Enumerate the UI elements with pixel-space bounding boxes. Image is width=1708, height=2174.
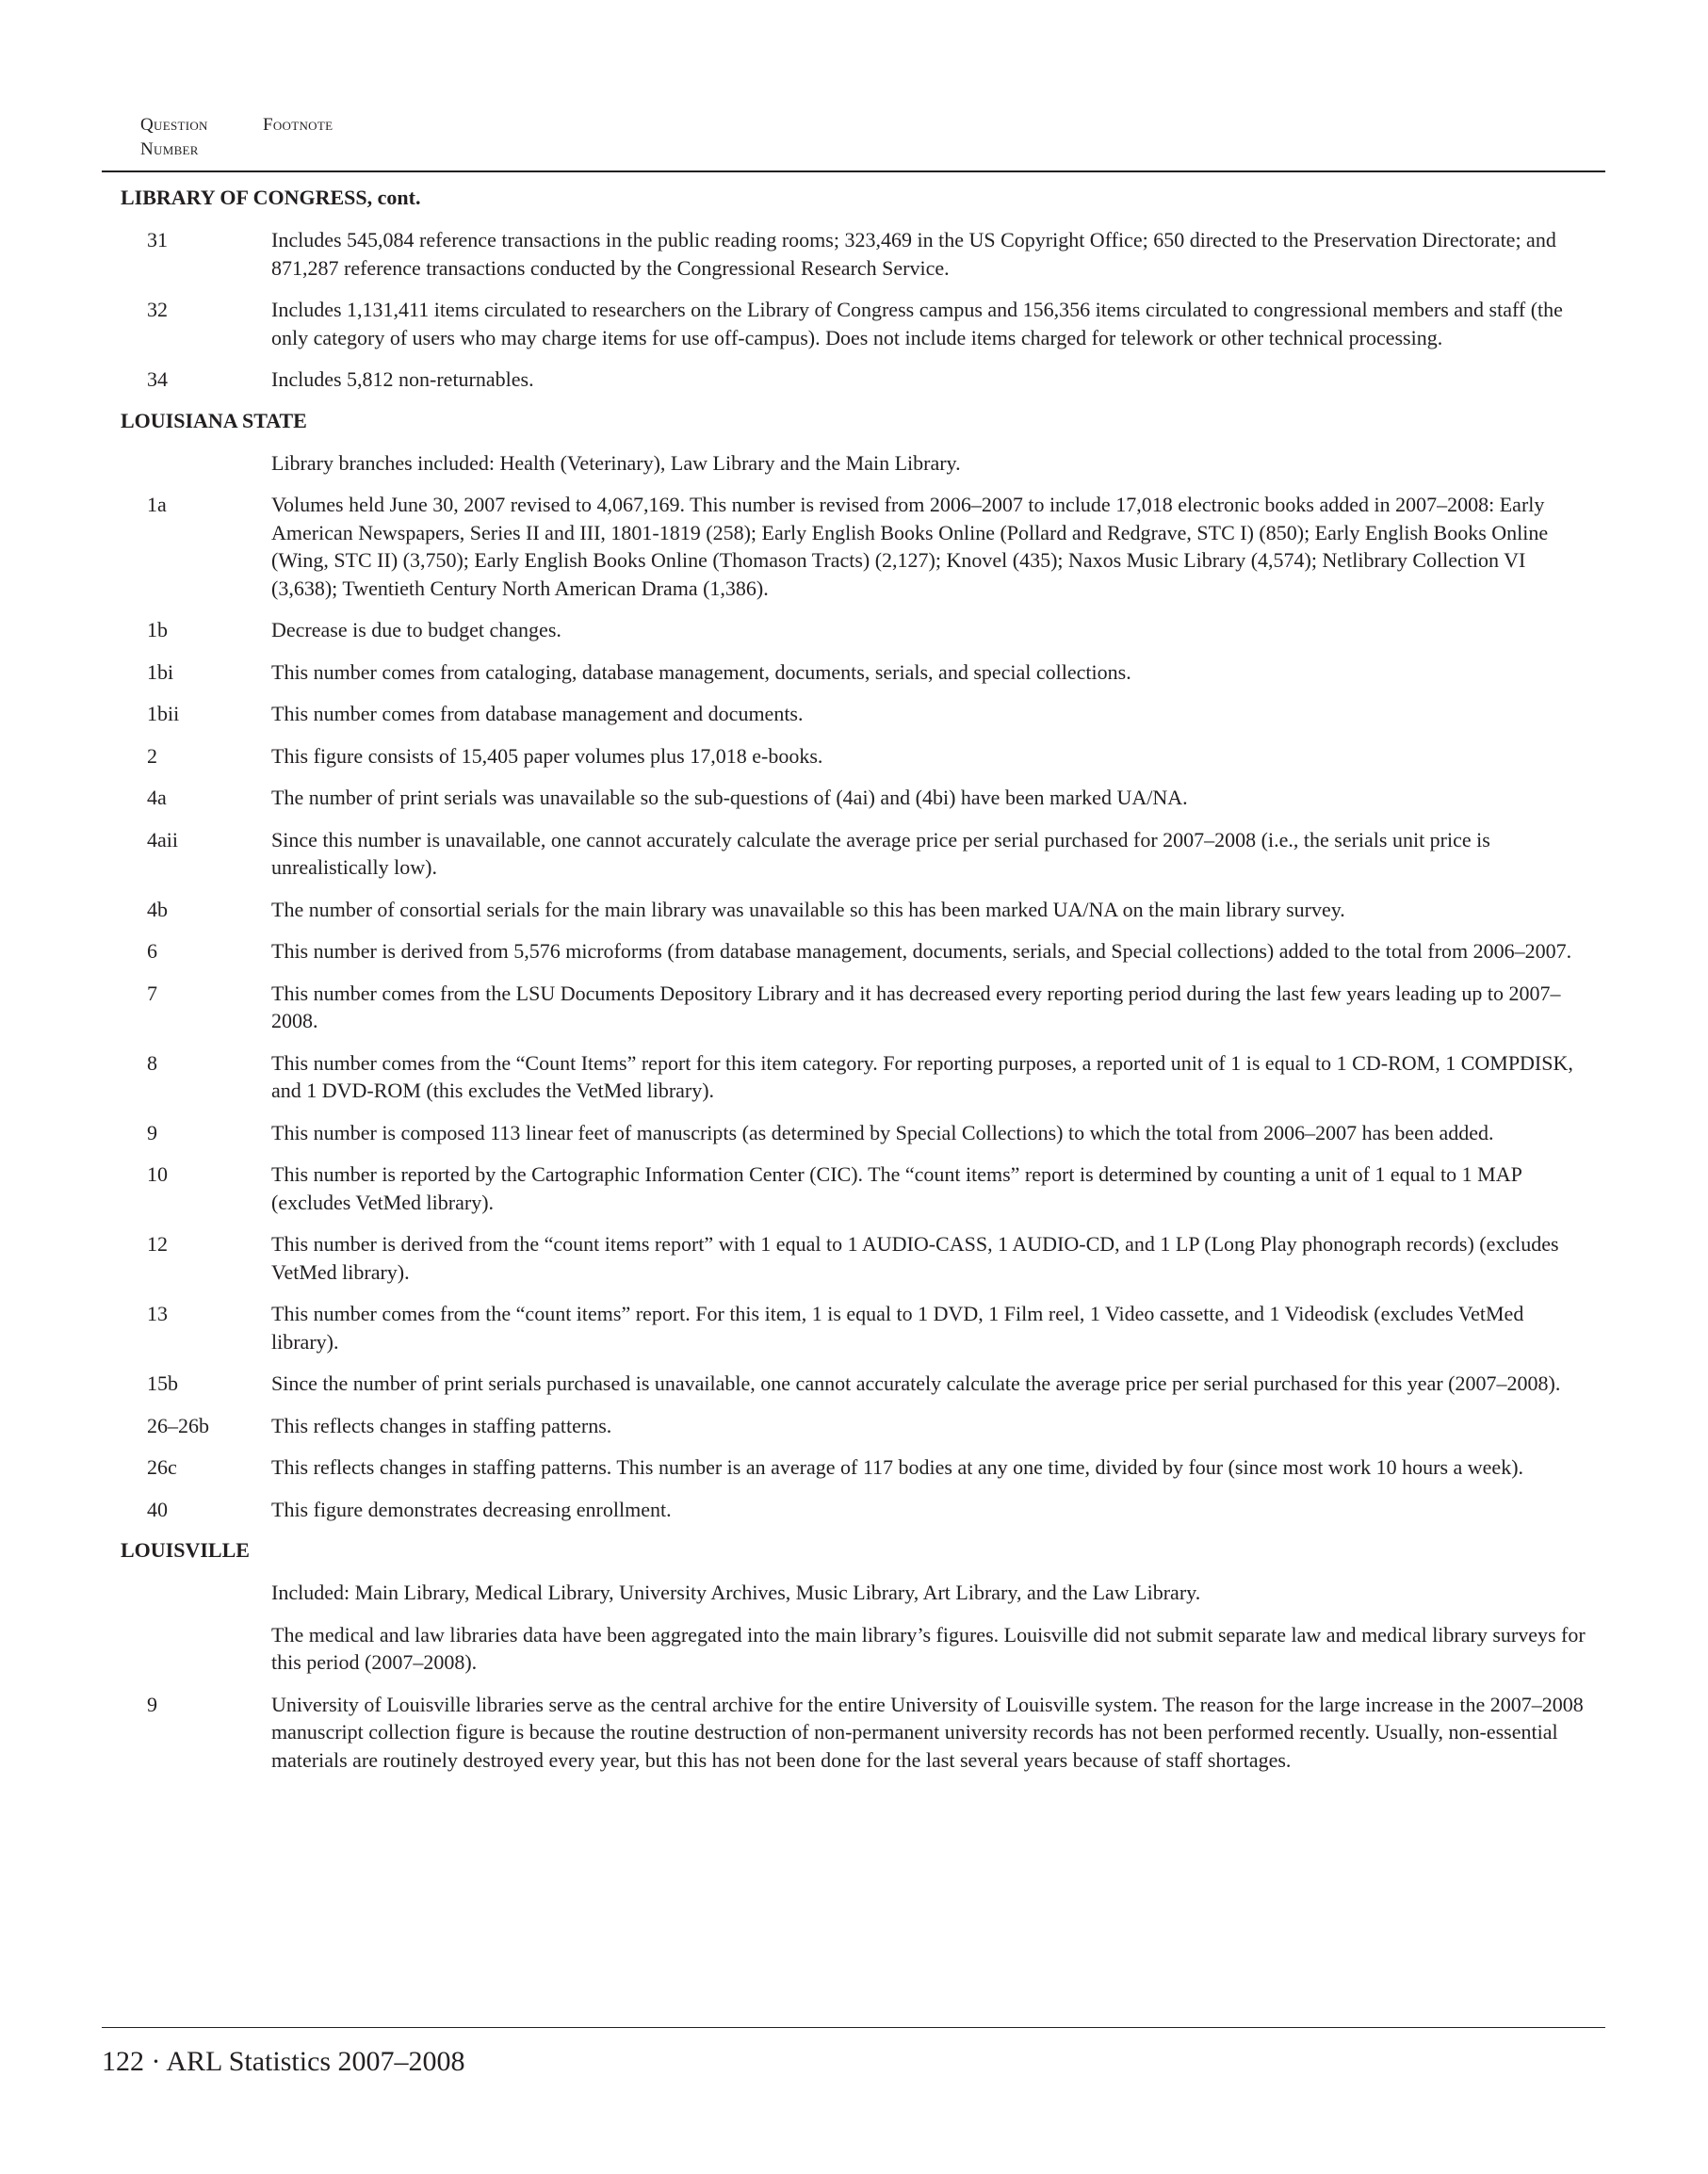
section-heading: LOUISVILLE (121, 1538, 250, 1562)
column-header-footnote: Footnote (263, 115, 333, 135)
footnote-text: This number comes from database management and documents. (271, 702, 804, 725)
question-number: 6 (147, 939, 157, 963)
question-number: 4aii (147, 827, 178, 852)
page-footer: 122 · ARL Statistics 2007–2008 (102, 2046, 465, 2077)
footnote-text: Includes 1,131,411 items circulated to researchers on the Library of Congress campus and 156,356 items circulated to congressional members and staff (the only category of users who may charge items for use off-campus). Does not include items charged for telework or other technical processing. (271, 298, 1563, 349)
question-number: 1bi (147, 659, 174, 684)
section-heading: LOUISIANA STATE (121, 408, 307, 432)
footnote-row (102, 1049, 1605, 1105)
footnote-row (102, 226, 1605, 282)
question-number: 4a (147, 786, 167, 809)
footnote-row (102, 616, 1605, 644)
footnote-text: This number is derived from 5,576 microforms (from database management, documents, serials, and Special collections) added to the total from 2006–2007. (271, 939, 1572, 963)
question-number: 15b (147, 1371, 178, 1395)
question-number: 4b (147, 897, 168, 921)
footnote-row (102, 937, 1605, 965)
footnote-text: Since this number is unavailable, one cannot accurately calculate the average price per serial purchased for 2007–2008 (i.e., the serials unit price is unrealistically low). (271, 827, 1490, 879)
footer-rule (102, 2027, 1605, 2028)
footnote-text: Since the number of print serials purchased is unavailable, one cannot accurately calculate the average price per serial purchased for this year (2007–2008). (271, 1371, 1561, 1395)
question-number: 1b (147, 618, 168, 641)
footnote-text: This number comes from the LSU Documents Depository Library and it has decreased every reporting period during the last few years leading up to 2007–2008. (271, 981, 1561, 1032)
question-number: 13 (147, 1302, 168, 1325)
question-number: 1bii (147, 702, 180, 725)
footnote-text: This number comes from the “count items” report. For this item, 1 is equal to 1 DVD, 1 Film reel, 1 Video cassette, and 1 Videodisk (excludes VetMed library). (271, 1302, 1524, 1354)
question-number: 10 (147, 1162, 168, 1186)
footnote-text: University of Louisville libraries serve as the central archive for the entire University of Louisville system. The reason for the large increase in the 2007–2008 manuscript collection figure is because the routine destruction of non-permanent university records has not been performed recently. Usually, non-essential materials are routinely destroyed every year, but this has not been done for the last several years because of staff shortages. (271, 1692, 1584, 1772)
footnote-row (102, 658, 1605, 687)
footnote-row (102, 1119, 1605, 1147)
footnote-text: Library branches included: Health (Veterinary), Law Library and the Main Library. (271, 450, 961, 475)
question-number: 12 (147, 1232, 168, 1256)
question-number: 34 (147, 367, 168, 391)
question-number: 7 (147, 981, 157, 1005)
footnote-text: Decrease is due to budget changes. (271, 618, 561, 641)
footnote-row (102, 491, 1605, 602)
footnote-row (102, 449, 1605, 478)
footnote-row (102, 1691, 1605, 1775)
footnote-row (102, 1300, 1605, 1355)
footnote-row (102, 1160, 1605, 1216)
footnote-row (102, 1453, 1605, 1482)
question-number: 40 (147, 1497, 168, 1521)
footnote-row (102, 1230, 1605, 1286)
footnote-text: This figure demonstrates decreasing enrollment. (271, 1497, 672, 1521)
footnote-text: Includes 545,084 reference transactions in the public reading rooms; 323,469 in the US Copyright Office; 650 directed to the Preservation Directorate; and 871,287 reference transactions conducted by the Congressional Research Service. (271, 228, 1556, 280)
footnote-text: This number comes from cataloging, database management, documents, serials, and special collections. (271, 659, 1131, 684)
footnote-text: This figure consists of 15,405 paper volumes plus 17,018 e-books. (271, 743, 823, 768)
footnote-row (102, 826, 1605, 882)
footnote-row (102, 1621, 1605, 1677)
footnote-text: This number is derived from the “count items report” with 1 equal to 1 AUDIO-CASS, 1 AUDIO-CD, and 1 LP (Long Play phonograph records) (excludes VetMed library). (271, 1232, 1559, 1284)
footnote-row (102, 365, 1605, 394)
footnote-row (102, 1496, 1605, 1524)
footnote-text: This reflects changes in staffing patterns. (271, 1413, 612, 1437)
question-number: 1a (147, 493, 167, 516)
question-number: 26–26b (147, 1413, 209, 1437)
footnote-text: This reflects changes in staffing patterns. This number is an average of 117 bodies at any one time, divided by four (since most work 10 hours a week). (271, 1455, 1524, 1479)
footnote-text: The medical and law libraries data have been aggregated into the main library’s figures. Louisville did not submit separate law and medical library surveys for this period (2007–2008). (271, 1622, 1586, 1674)
footnote-text: The number of consortial serials for the main library was unavailable so this has been marked UA/NA on the main library survey. (271, 897, 1345, 921)
footnote-row (102, 1370, 1605, 1398)
footnote-row (102, 896, 1605, 924)
footnote-row (102, 980, 1605, 1035)
footnote-text: This number comes from the “Count Items” report for this item category. For reporting purposes, a reported unit of 1 is equal to 1 CD-ROM, 1 COMPDISK, and 1 DVD-ROM (this excludes the VetMed library). (271, 1050, 1573, 1102)
question-number: 9 (147, 1120, 157, 1144)
footnote-text: The number of print serials was unavailable so the sub-questions of (4ai) and (4bi) have been marked UA/NA. (271, 786, 1188, 809)
footnote-row (102, 296, 1605, 351)
footnote-row (102, 742, 1605, 771)
footnote-row (102, 1412, 1605, 1440)
question-number: 2 (147, 743, 157, 768)
footnote-text: This number is reported by the Cartographic Information Center (CIC). The “count items” report is determined by counting a unit of 1 equal to 1 MAP (excludes VetMed library). (271, 1162, 1522, 1214)
question-number: 31 (147, 228, 168, 251)
footnote-text: This number is composed 113 linear feet of manuscripts (as determined by Special Collections) to which the total from 2006–2007 has been added. (271, 1120, 1494, 1144)
footnote-row (102, 784, 1605, 812)
footnote-list (102, 185, 1605, 1788)
question-number: 9 (147, 1692, 157, 1716)
question-number: 26c (147, 1455, 177, 1479)
footnote-row (102, 1579, 1605, 1607)
footnote-text: Included: Main Library, Medical Library, University Archives, Music Library, Art Library, and the Law Library. (271, 1581, 1201, 1604)
footnote-text: Volumes held June 30, 2007 revised to 4,067,169. This number is revised from 2006–2007 to include 17,018 electronic books added in 2007–2008: Early American Newspapers, Series II and III, 1801-1819 (258); Early English Books Online (Pollard and Redgrave, STC I) (850); Early English Books Online (Wing, STC II) (3,750); Early English Books Online (Thomason Tracts) (2,127); Knovel (435); Naxos Music Library (4,574); Netlibrary Collection VI (3,638); Twentieth Century North American Drama (1,386). (271, 493, 1549, 600)
header-rule (102, 170, 1605, 172)
question-number: 32 (147, 298, 168, 321)
column-header-question-number: Question Number (140, 115, 208, 159)
question-number: 8 (147, 1050, 157, 1075)
footnote-row (102, 700, 1605, 728)
section-heading: LIBRARY OF CONGRESS, cont. (121, 186, 421, 209)
footnote-text: Includes 5,812 non-returnables. (271, 367, 534, 391)
